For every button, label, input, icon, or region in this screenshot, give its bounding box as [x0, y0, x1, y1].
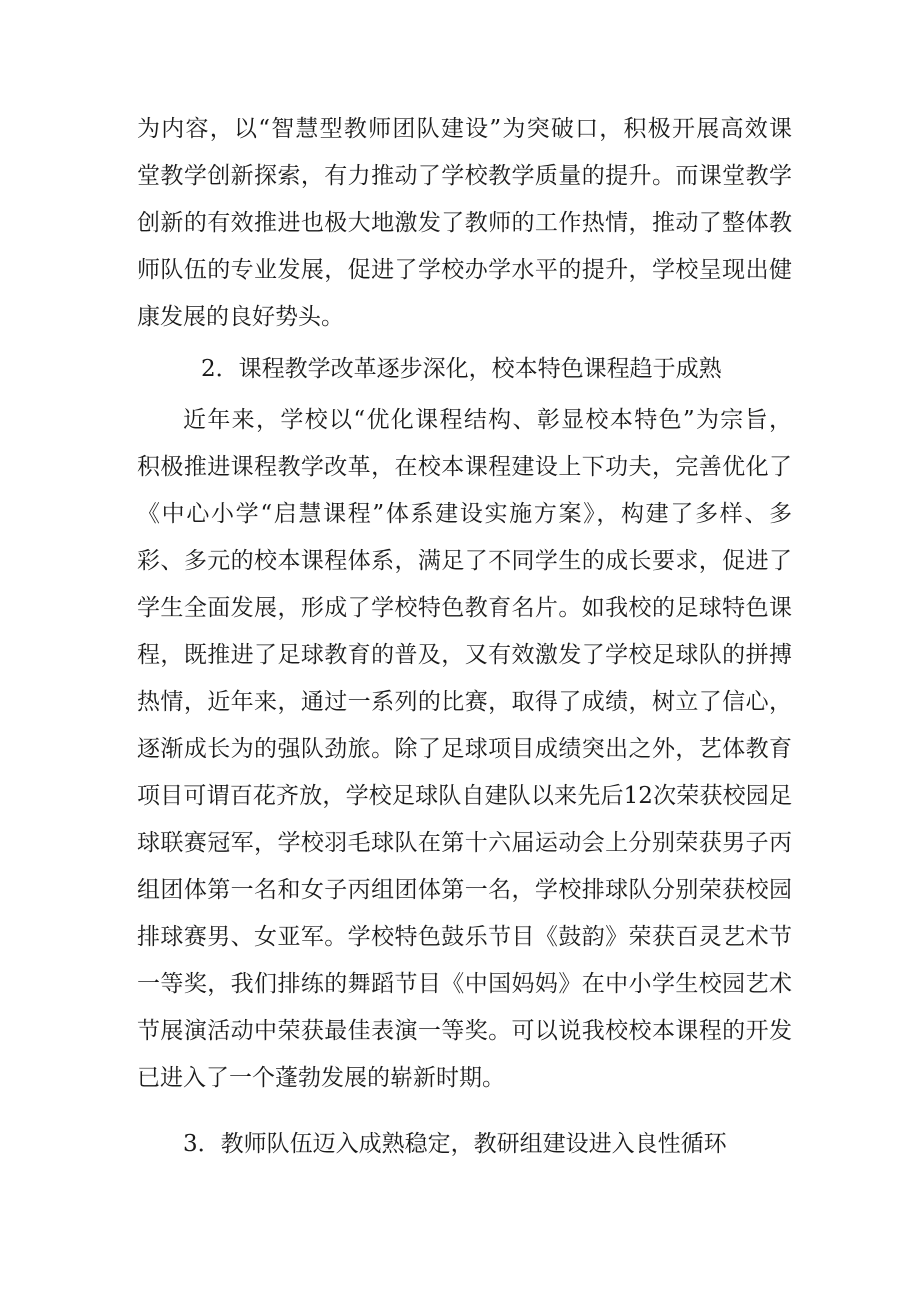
paragraph-1-line-4: 师队伍的专业发展，促进了学校办学水平的提升，学校呈现出健	[137, 257, 792, 283]
paragraph-2-line-14: 节展演活动中荣获最佳表演一等奖。可以说我校校本课程的开发	[137, 1018, 792, 1044]
paragraph-2-line-11: 组团体第一名和女子丙组团体第一名，学校排球队分别荣获校园	[137, 877, 792, 903]
paragraph-1-line-5: 康发展的良好势头。	[137, 304, 344, 330]
paragraph-2-line-15: 已进入了一个蓬勃发展的崭新时期。	[137, 1065, 505, 1091]
paragraph-2-line-7: 热情，近年来，通过一系列的比赛，取得了成绩，树立了信心，	[137, 689, 792, 715]
paragraph-1-line-1: 为内容，以“智慧型教师团队建设”为突破口，积极开展高效课	[137, 116, 792, 142]
section-heading-3: 3．教师队伍迈入成熟稳定，教研组建设进入良性循环	[183, 1131, 727, 1157]
section-heading-2: 2．课程教学改革逐步深化，校本特色课程趋于成熟	[201, 356, 722, 382]
paragraph-2-line-12: 排球赛男、女亚军。学校特色鼓乐节目《鼓韵》荣获百灵艺术节	[137, 924, 792, 950]
paragraph-1-line-2: 堂教学创新探索，有力推动了学校教学质量的提升。而课堂教学	[137, 163, 792, 189]
paragraph-2-line-5: 学生全面发展，形成了学校特色教育名片。如我校的足球特色课	[137, 595, 792, 621]
paragraph-2-line-9: 项目可谓百花齐放，学校足球队自建队以来先后12次荣获校园足	[137, 783, 792, 809]
paragraph-2-line-4: 彩、多元的校本课程体系，满足了不同学生的成长要求，促进了	[137, 548, 792, 574]
paragraph-2-line-1: 近年来，学校以“优化课程结构、彰显校本特色”为宗旨，	[183, 407, 792, 433]
paragraph-2-line-13: 一等奖，我们排练的舞蹈节目《中国妈妈》在中小学生校园艺术	[137, 971, 792, 997]
paragraph-2-line-3: 《中心小学“启慧课程”体系建设实施方案》，构建了多样、多	[137, 501, 792, 527]
paragraph-1-line-3: 创新的有效推进也极大地激发了教师的工作热情，推动了整体教	[137, 210, 792, 236]
paragraph-2-line-2: 积极推进课程教学改革，在校本课程建设上下功夫，完善优化了	[137, 454, 792, 480]
paragraph-2-line-8: 逐渐成长为的强队劲旅。除了足球项目成绩突出之外，艺体教育	[137, 736, 792, 762]
paragraph-2-line-6: 程，既推进了足球教育的普及，又有效激发了学校足球队的拼搏	[137, 642, 792, 668]
paragraph-2-line-10: 球联赛冠军，学校羽毛球队在第十六届运动会上分别荣获男子丙	[137, 830, 792, 856]
